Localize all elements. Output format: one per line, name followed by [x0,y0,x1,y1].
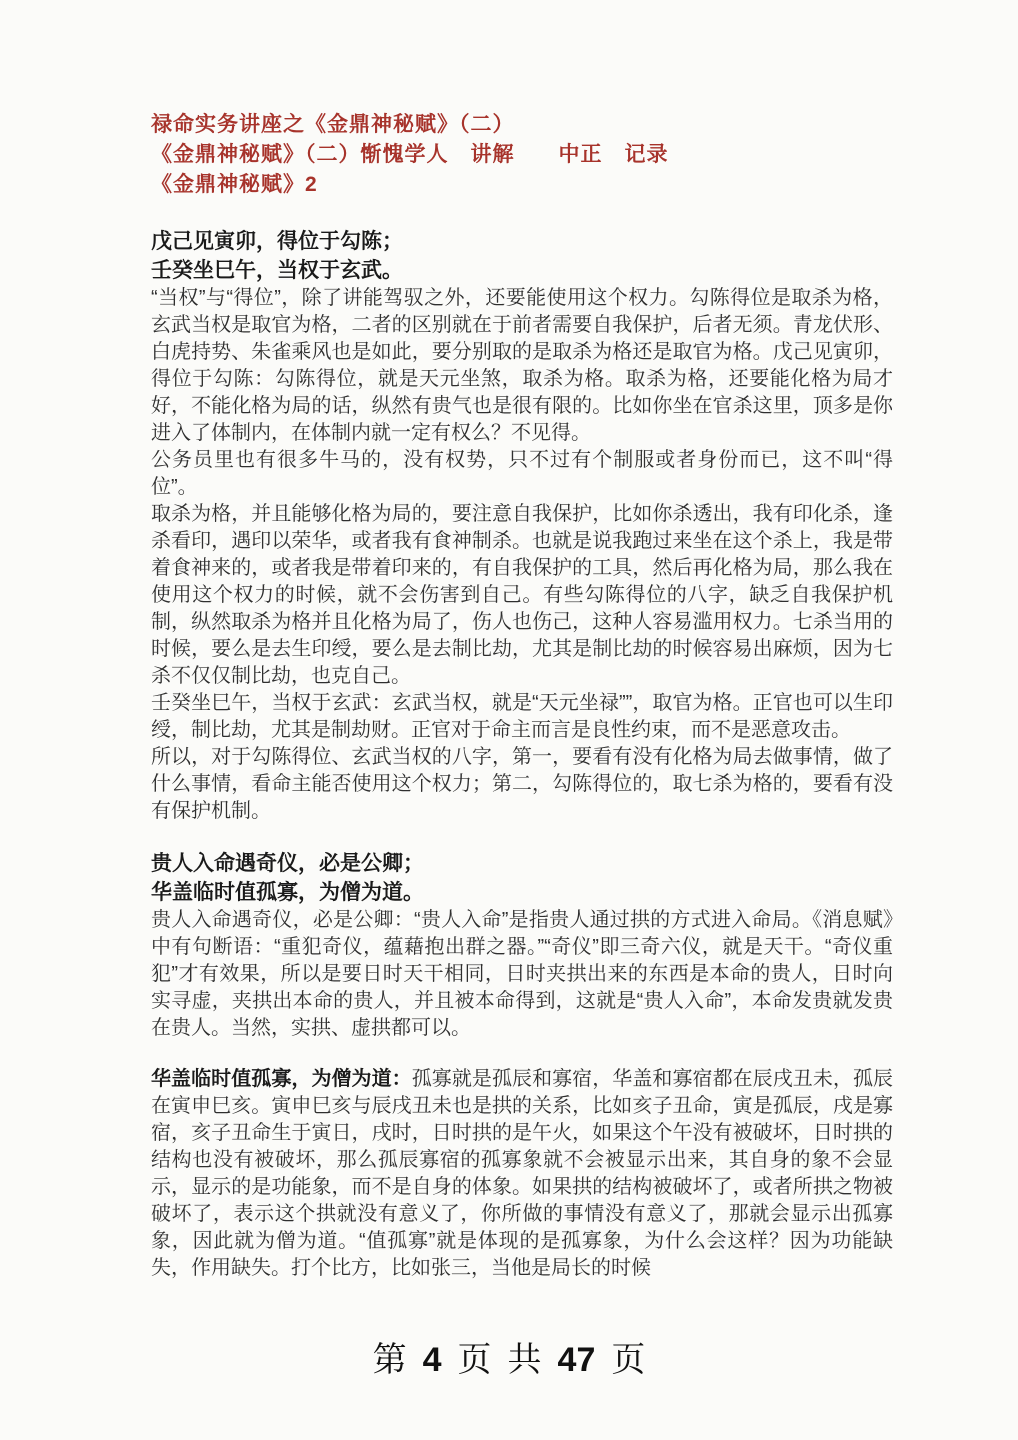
header-title-line-3: 《金鼎神秘赋》2 [151,173,318,196]
paragraph-rengui-xuanwu: 壬癸坐巳午，当权于玄武：玄武当权，就是“天元坐禄””，取官为格。正官也可以生印绶，制比劫，尤其是制劫财。正官对于命主而言是良性约束，而不是恶意攻击。 [151,692,893,741]
verse-line-1: 贵人入命遇奇仪，必是公卿； [151,852,424,875]
verse-couplet-1 [151,227,893,285]
footer-label-gong: 共 [507,1342,542,1379]
verse-line-1: 戊己见寅卯，得位于勾陈； [151,230,403,253]
paragraph-gongwuyuan: 公务员里也有很多牛马的，没有权势，只不过有个制服或者身份而已，这不叫“得位”。 [151,449,893,498]
paragraph-lead-bold: 华盖临时值孤寡，为僧为道： [151,1068,412,1090]
footer-label-ye: 页 [457,1342,492,1379]
paragraph-qushaweige: 取杀为格，并且能够化格为局的，要注意自我保护，比如你杀透出，我有印化杀，逢杀看印，遇印以荣华，或者我有食神制杀。也就是说我跑过来坐在这个杀上，我是带着食神来的，或者我是带着印来的，有自我保护的工具，然后再化格为局，那么我在使用这个权力的时候，就不会伤害到自己。有些勾陈得位的八字，缺乏自我保护机制，纵然取杀为格并且化格为局了，伤人也伤己，这种人容易滥用权力。七杀当用的时候，要么是去生印绶，要么是去制比劫，尤其是制比劫的时候容易出麻烦，因为七杀不仅仅制比劫，也克自己。 [151,503,893,687]
footer-label-ye: 页 [611,1342,646,1379]
paragraph-guiren-ruming: 贵人入命遇奇仪，必是公卿：“贵人入命”是指贵人通过拱的方式进入命局。《消息赋》中有句断语：“重犯奇仪，蕴藉抱出群之器。”“奇仪”即三奇六仪，就是天干。“奇仪重犯”才有效果，所以是要日时天干相同，日时夹拱出来的东西是本命的贵人，日时向实寻虚，夹拱出本命的贵人，并且被本命得到，这就是“贵人入命”，本命发贵就发贵在贵人。当然，实拱、虚拱都可以。 [151,909,893,1039]
paragraph-gap [151,1042,893,1066]
page-content [151,110,893,1282]
verse-line-2: 华盖临时值孤寡，为僧为道。 [151,881,424,904]
page-footer [0,1332,1018,1381]
verse-couplet-2 [151,849,893,907]
verse-line-2: 壬癸坐巳午，当权于玄武。 [151,259,403,282]
header-title-line-2: 《金鼎神秘赋》（二）惭愧学人 讲解 中正 记录 [151,143,669,166]
header-title-line-1: 禄命实务讲座之《金鼎神秘赋》（二） [151,113,515,136]
paragraph-suoyi: 所以，对于勾陈得位、玄武当权的八字，第一，要看有没有化格为局去做事情，做了什么事情，看命主能否使用这个权力；第二，勾陈得位的，取七杀为格的，要看有没有保护机制。 [151,746,893,822]
page-number: 4 [422,1341,442,1379]
paragraph-body-text: 孤寡就是孤辰和寡宿，华盖和寡宿都在辰戌丑未，孤辰在寅申巳亥。寅申巳亥与辰戌丑未也是拱的关系，比如亥子丑命，寅是孤辰，戌是寡宿，亥子丑命生于寅日，戌时，日时拱的是午火，如果这个午没有被破坏，日时拱的结构也没有被破坏，那么孤辰寡宿的孤寡象就不会被显示出来，其自身的象不会显示，显示的是功能象，而不是自身的体象。如果拱的结构被破坏了，或者所拱之物被破坏了，表示这个拱就没有意义了，你所做的事情没有意义了，那就会显示出孤寡象，因此就为僧为道。“值孤寡”就是体现的是孤寡象，为什么会这样？因为功能缺失，作用缺失。打个比方，比如张三，当他是局长的时候 [151,1068,894,1279]
paragraph-huagai-guagua [151,1066,893,1282]
total-pages: 47 [557,1341,596,1379]
paragraph-dangquan-dewei: “当权”与“得位”，除了讲能驾驭之外，还要能使用这个权力。勾陈得位是取杀为格，玄武当权是取官为格，二者的区别就在于前者需要自我保护，后者无须。青龙伏形、白虎持势、朱雀乘风也是如此，要分别取的是取杀为格还是取官为格。戊己见寅卯，得位于勾陈：勾陈得位，就是天元坐煞，取杀为格。取杀为格，还要能化格为局才好，不能化格为局的话，纵然有贵气也是很有限的。比如你坐在官杀这里，顶多是你进入了体制内，在体制内就一定有权么？不见得。 [151,287,893,444]
paragraph-gap [151,825,893,849]
footer-label-di: 第 [372,1342,407,1379]
document-header [151,110,893,200]
